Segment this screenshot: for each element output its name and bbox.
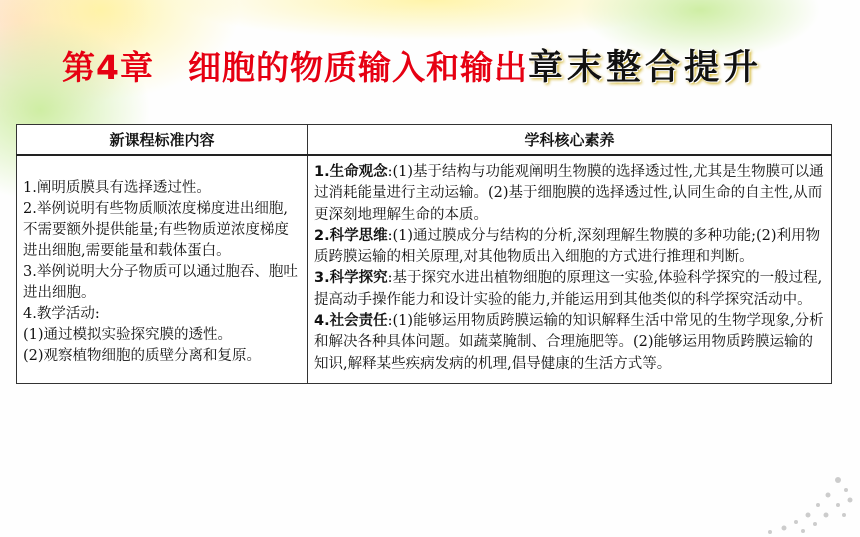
- competency-label: 1.生命观念: [314, 164, 388, 180]
- chapter-subtitle: 章末整合提升: [527, 47, 762, 88]
- competency-text: :(1)基于结构与功能观阐明生物膜的选择透过性,尤其是生物膜可以通过消耗能量进行主动运输。(2)基于细胞膜的选择透过性,认同生命的自主性,从而更深刻地理解生命的本质。: [314, 164, 824, 223]
- header-standards: 新课程标准内容: [17, 125, 308, 156]
- competency-label: 3.科学探究: [314, 270, 388, 287]
- competency-text: :(1)能够运用物质跨膜运输的知识解释生活中常见的生物学现象,分析和解决各种具体问题。如蔬菜腌制、合理施肥等。(2)能够运用物质跨膜运输的知识,解释某些疾病发病的机理,倡导健康的生活方式等。: [314, 313, 824, 372]
- header-competencies: 学科核心素养: [308, 125, 832, 156]
- table-header-row: [17, 125, 832, 156]
- table-row: [17, 155, 832, 383]
- competency-item: [314, 311, 825, 375]
- competency-label: 4.社会责任: [314, 313, 388, 330]
- standard-item: 1.阐明质膜具有选择透过性。: [23, 180, 211, 196]
- slide-title: [62, 40, 762, 92]
- competency-text: :基于探究水进出植物细胞的原理这一实验,体验科学探究的一般过程,提高动手操作能力和设计实验的能力,并能运用到其他类似的科学探究活动中。: [314, 270, 823, 308]
- standard-item: (1)通过模拟实验探究膜的透性。: [23, 327, 233, 343]
- standard-item: 2.举例说明有些物质顺浓度梯度进出细胞,不需要额外提供能量;有些物质逆浓度梯度进出细胞,需要能量和载体蛋白。: [23, 201, 289, 259]
- standard-item: (2)观察植物细胞的质壁分离和复原。: [23, 348, 262, 364]
- competency-label: 2.科学思维: [314, 227, 388, 244]
- competency-item: [314, 268, 825, 311]
- competency-item: [314, 162, 825, 226]
- competency-item: [314, 226, 825, 269]
- competency-text: :(1)通过膜成分与结构的分析,深刻理解生物膜的多种功能;(2)利用物质跨膜运输的相关原理,对其他物质出入细胞的方式进行推理和判断。: [314, 227, 821, 266]
- standard-item: 3.举例说明大分子物质可以通过胞吞、胞吐进出细胞。: [23, 264, 298, 301]
- content-table: [16, 124, 832, 384]
- chapter-title: 第4章 细胞的物质输入和输出: [62, 48, 528, 87]
- competencies-cell: [308, 155, 832, 383]
- standard-item: 4.教学活动:: [23, 306, 100, 322]
- standards-cell: [17, 155, 308, 383]
